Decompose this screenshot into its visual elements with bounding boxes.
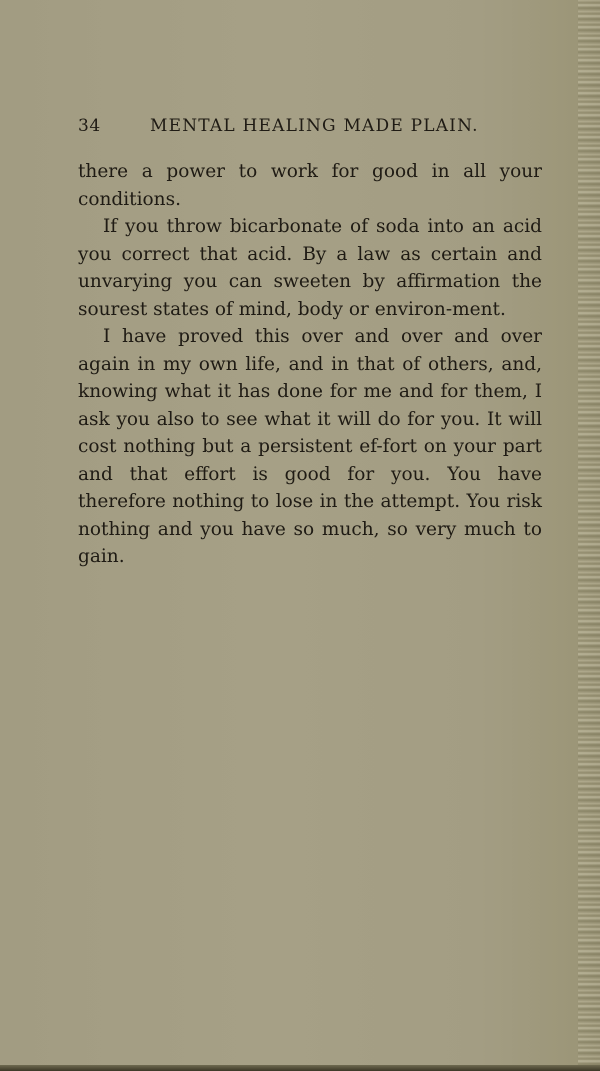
running-head: [78, 110, 546, 140]
page-edge: [578, 0, 600, 1071]
page-bottom-edge: [0, 1065, 600, 1071]
paragraph-continued: there a power to work for good in all your conditions.: [78, 161, 542, 210]
paragraph: I have proved this over and over and over again in my own life, and in that of others, and, knowing what it has done for me and for them, I ask you also to see what it will do for you. It will cost nothing but a persistent ef-fort on your part and that effort is good for you. You have therefore nothing to lose in the attempt. You risk nothing and you have so much, so very much to gain.: [78, 326, 542, 567]
page-number: 34: [78, 116, 101, 136]
paragraph: If you throw bicarbonate of soda into an acid you correct that acid. By a law as certain and unvarying you can sweeten by affirmation the sourest states of mind, body or environ-ment.: [78, 216, 542, 320]
running-title: MENTAL HEALING MADE PLAIN.: [150, 116, 479, 136]
body-text: [78, 158, 542, 571]
